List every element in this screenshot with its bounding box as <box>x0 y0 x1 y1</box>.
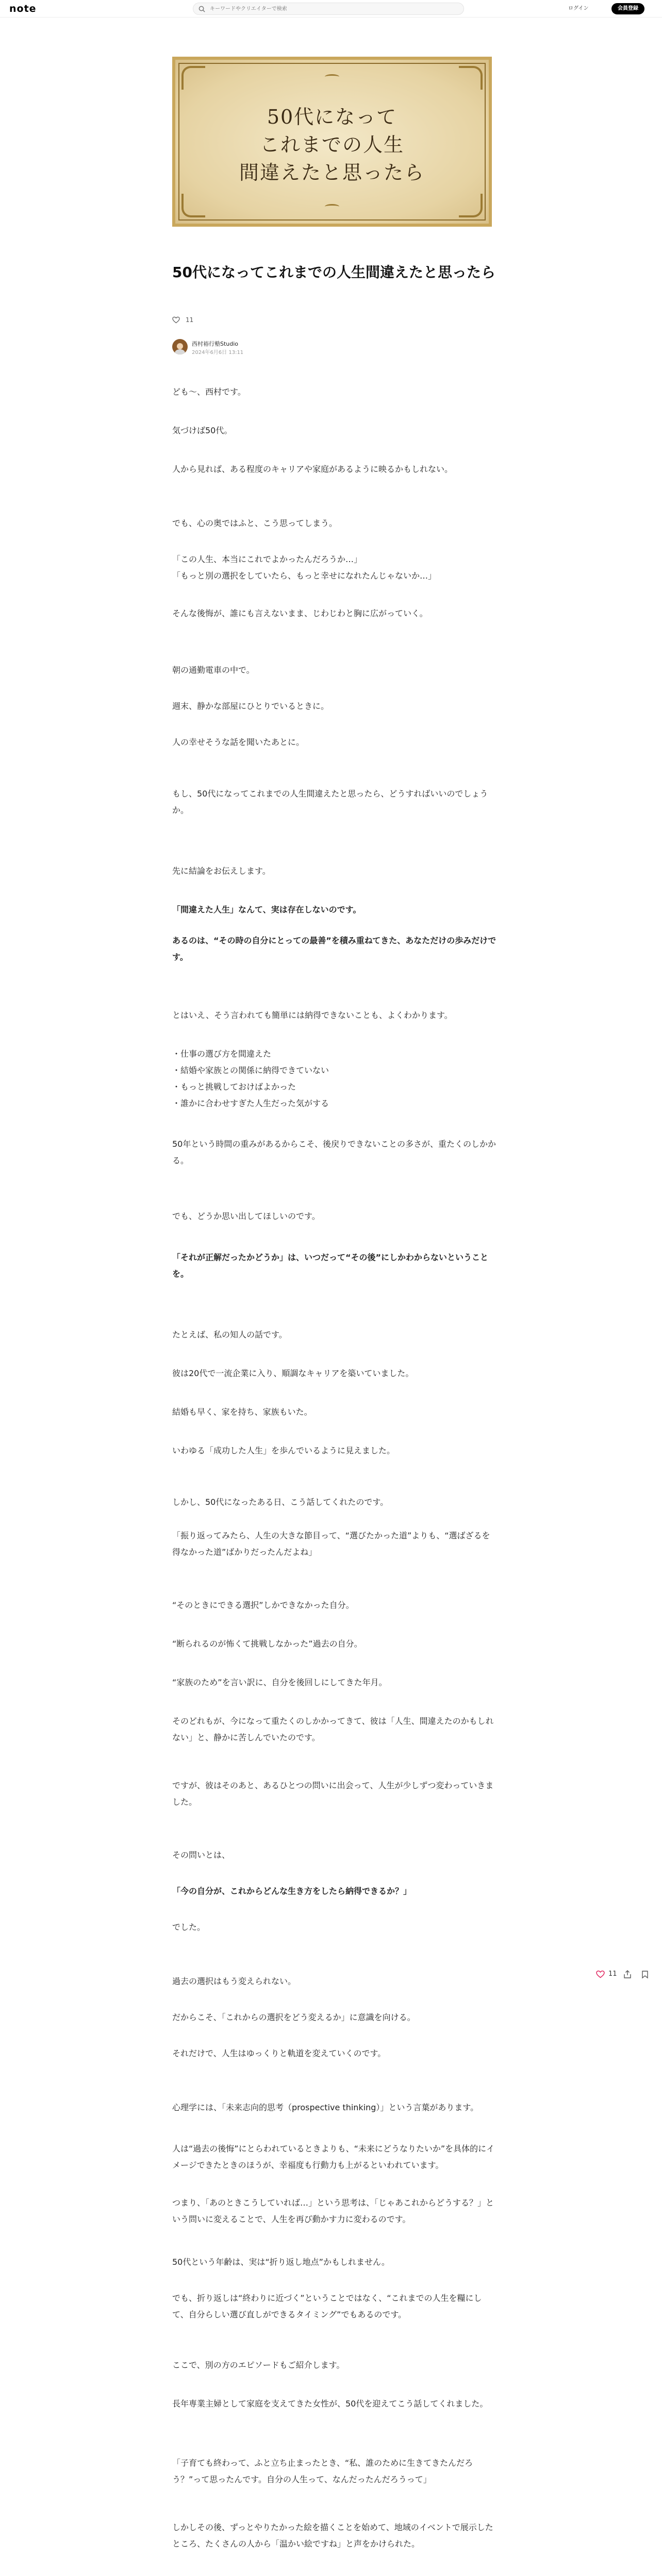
paragraph: 人の幸せそうな話を聞いたあとに。 <box>172 737 305 747</box>
paragraph: 50年という時間の重みがあるからこそ、後戻りできないことの多さが、重たくのしかかる。 <box>172 1139 496 1165</box>
paragraph: 心理学には、「未来志向的思考（prospective thinking）」という言葉があります。 <box>172 2103 479 2112</box>
paragraph: でも、心の奥ではふと、こう思ってしまう。 <box>172 518 338 528</box>
article-title: 50代になってこれまでの人生間違えたと思ったら <box>172 264 495 281</box>
note-logo[interactable]: note <box>9 3 37 14</box>
paragraph: 「子育ても終わって、ふと立ち止まったとき、“私、誰のために生きてきたんだろう？”って思ったんです。自分の人生って、なんだったんだろうって」 <box>172 2458 473 2484</box>
paragraph: 長年専業主婦として家庭を支えてきた女性が、50代を迎えてこう話してくれました。 <box>172 2399 488 2409</box>
hero-line: 間違えたと思ったら <box>239 161 425 184</box>
paragraph: 「この人生、本当にこれでよかったんだろうか…」 「もっと別の選択をしていたら、もっと幸せになれたんじゃないか…」 <box>172 554 437 581</box>
paragraph: でも、折り返しは“終わりに近づく”ということではなく、“これまでの人生を糧にして、自分らしい選び直しができるタイミング”でもあるのです。 <box>172 2293 482 2319</box>
paragraph: 過去の選択はもう変えられない。 <box>172 1976 296 1986</box>
floating-actions <box>596 1968 658 1981</box>
paragraph: それだけで、人生はゆっくりと軌道を変えていくのです。 <box>172 2048 386 2058</box>
paragraph: いわゆる「成功した人生」を歩んでいるように見えました。 <box>172 1446 395 1455</box>
ornament-corner <box>459 66 483 90</box>
ornament-corner <box>459 194 483 217</box>
paragraph: ・仕事の選び方を間違えた ・結婚や家族との関係に納得できていない ・もっと挑戦しておけばよかった ・誰かに合わせすぎた人生だった気がする <box>172 1049 329 1108</box>
signup-button[interactable]: 会員登録 <box>611 3 644 14</box>
heart-icon[interactable] <box>596 1970 605 1978</box>
paragraph: “そのときにできる選択”しかできなかった自分。 <box>172 1600 354 1610</box>
paragraph: たとえば、私の知人の話です。 <box>172 1330 287 1340</box>
like-count: 11 <box>186 316 194 324</box>
ornament-corner <box>181 194 205 217</box>
paragraph: 人から見れば、ある程度のキャリアや家庭があるように映るかもしれない。 <box>172 464 453 474</box>
search-box[interactable] <box>193 3 464 15</box>
share-icon[interactable] <box>623 1970 632 1979</box>
author-info[interactable] <box>172 339 378 358</box>
paragraph: 結婚も早く、家を持ち、家族もいた。 <box>172 1407 312 1417</box>
paragraph: 人は“過去の後悔”にとらわれているときよりも、“未来にどうなりたいか”を具体的にイメージできたときのほうが、幸福度も行動力も上がるといわれています。 <box>172 2144 495 2170</box>
paragraph: ですが、彼はそのあと、あるひとつの問いに出会って、人生が少しずつ変わっていきました。 <box>172 1781 494 1807</box>
paragraph: “家族のため”を言い訳に、自分を後回しにしてきた年月。 <box>172 1677 387 1687</box>
search-icon <box>198 6 205 12</box>
paragraph: そんな後悔が、誰にも言えないまま、じわじわと胸に広がっていく。 <box>172 608 428 618</box>
paragraph: 彼は20代で一流企業に入り、順調なキャリアを築いていました。 <box>172 1368 414 1378</box>
hero-line: 50代になって <box>267 106 398 128</box>
paragraph: しかしその後、ずっとやりたかった絵を描くことを始めて、地域のイベントで展示したところ、たくさんの人から「温かい絵ですね」と声をかけられた。 <box>172 2522 493 2549</box>
paragraph: 「間違えた人生」なんて、実は存在しないのです。 <box>172 905 361 914</box>
ornament-corner <box>181 66 205 90</box>
paragraph: ここで、別の方のエピソードもご紹介します。 <box>172 2360 345 2370</box>
paragraph: とはいえ、そう言われても簡単には納得できないことも、よくわかります。 <box>172 1010 453 1020</box>
paragraph: 週末、静かな部屋にひとりでいるときに。 <box>172 701 329 711</box>
publish-date: 2024年6月6日 13:11 <box>192 350 244 355</box>
paragraph: そのどれもが、今になって重たくのしかかってきて、彼は「人生、間違えたのかもしれない」と、静かに苦しんでいたのです。 <box>172 1716 494 1742</box>
paragraph: 先に結論をお伝えします。 <box>172 866 271 876</box>
paragraph: “断られるのが怖くて挑戦しなかった”過去の自分。 <box>172 1639 362 1649</box>
paragraph: でも、どうか思い出してほしいのです。 <box>172 1211 320 1221</box>
paragraph: 朝の通勤電車の中で。 <box>172 665 255 675</box>
paragraph: その問いとは、 <box>172 1850 230 1860</box>
avatar[interactable] <box>172 339 188 354</box>
paragraph: しかし、50代になったある日、こう話してくれたのです。 <box>172 1497 389 1507</box>
ornament-bottom <box>325 204 339 209</box>
hero-text <box>175 103 489 187</box>
paragraph: 「今の自分が、これからどんな生き方をしたら納得できるか？」 <box>172 1886 412 1896</box>
like-count: 11 <box>608 1970 617 1978</box>
hero-line: これまでの人生 <box>259 133 404 156</box>
search-input[interactable] <box>210 5 452 13</box>
paragraph: つまり、「あのときこうしていれば…」という思考は、「じゃあこれからどうする？」という問いに変えることで、人生を再び動かす力に変わるのです。 <box>172 2198 494 2224</box>
site-header <box>0 0 662 18</box>
author-name[interactable]: 西村裕行塾Studio <box>192 341 239 347</box>
paragraph: でした。 <box>172 1922 206 1932</box>
login-button[interactable]: ログイン <box>563 3 594 14</box>
paragraph: 「振り返ってみたら、人生の大きな節目って、“選びたかった道”よりも、“選ばざるを得なかった道”ばかりだったんだよね」 <box>172 1531 490 1557</box>
ornament-top <box>325 74 339 79</box>
heart-icon[interactable] <box>172 316 180 324</box>
paragraph: 気づけば50代。 <box>172 426 233 435</box>
more-icon[interactable] <box>640 1970 650 1979</box>
paragraph: ども～、西村です。 <box>172 387 246 397</box>
paragraph: だからこそ、「これからの選択をどう変えるか」に意識を向ける。 <box>172 2012 416 2022</box>
paragraph: もし、50代になってこれまでの人生間違えたと思ったら、どうすればいいのでしょうか。 <box>172 789 488 815</box>
paragraph: 「それが正解だったかどうか」は、いつだって“その後”にしかわからないということを。 <box>172 1252 489 1279</box>
paragraph: 50代という年齢は、実は“折り返し地点”かもしれません。 <box>172 2257 390 2267</box>
paragraph: あるのは、“その時の自分にとっての最善”を積み重ねてきた、あなただけの歩みだけです。 <box>172 936 496 962</box>
hero-image <box>172 57 492 227</box>
